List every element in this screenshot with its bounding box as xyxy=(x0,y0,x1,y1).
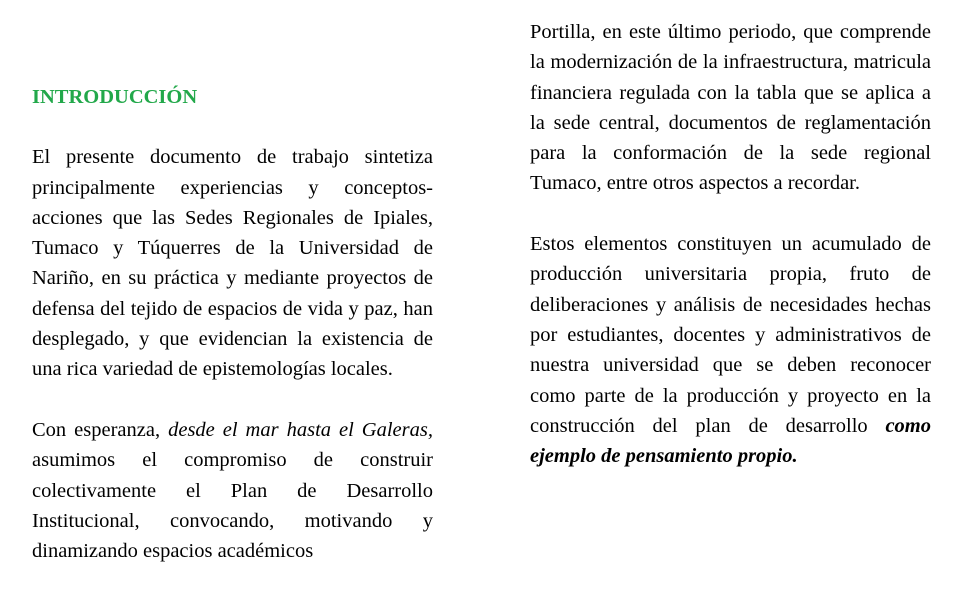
paragraph-2-rest: asumimos el compromiso de construir colectivamente el Plan de Desarrollo Institucional, convocando, motivando y dinamizando espacios académicos xyxy=(32,449,433,563)
right-paragraph-2 xyxy=(530,229,931,471)
right-paragraph-2-emphasis: como ejemplo de pensamiento propio. xyxy=(530,414,931,468)
right-column xyxy=(530,17,931,502)
paragraph-2-italic: desde el mar hasta el Galeras, xyxy=(168,418,433,441)
intro-paragraph-1: El presente documento de trabajo sintetiza principalmente experiencias y conceptos-acciones que las Sedes Regionales de Ipiales, Tumaco y Túquerres de la Universidad de Nariño, en su práctica y mediante proyectos de defensa del tejido de espacios de vida y paz, han desplegado, y que evidencian la existencia de una rica variedad de epistemologías locales. xyxy=(32,146,433,381)
right-paragraph-2-start: Estos elementos constituyen un acumulado de producción universitaria propia, fruto de deliberaciones y análisis de necesidades hechas por estudiantes, docentes y administrativos de nuestra universidad que se deben reconocer como parte de la producción y proyecto en la construcción del plan de desarrollo xyxy=(530,233,931,437)
paragraph-2-start: Con esperanza, xyxy=(32,418,169,441)
section-heading: INTRODUCCIÓN xyxy=(32,86,198,108)
right-paragraph-1: Portilla, en este último periodo, que comprende la modernización de la infraestructura, matricula financiera regulada con la tabla que se aplica a la sede central, documentos de reglamentación para la conformación de la sede regional Tumaco, entre otros aspectos a recordar. xyxy=(530,21,931,195)
left-column xyxy=(32,82,433,597)
intro-paragraph-2 xyxy=(32,415,433,566)
